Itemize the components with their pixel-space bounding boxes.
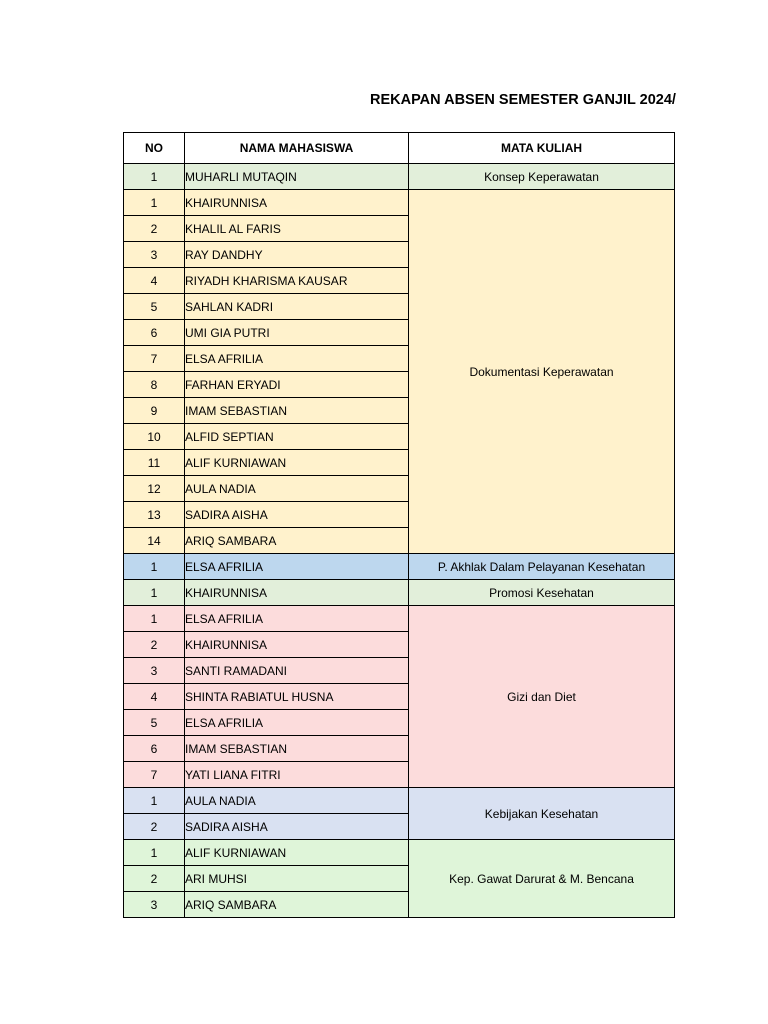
row-number-cell: 2 [124,866,185,892]
row-number-cell: 13 [124,502,185,528]
table-row [124,164,675,190]
row-number-cell: 7 [124,346,185,372]
student-name-cell: UMI GIA PUTRI [185,320,409,346]
student-name-cell: ALIF KURNIAWAN [185,840,409,866]
row-number-cell: 1 [124,840,185,866]
page-title: REKAPAN ABSEN SEMESTER GANJIL 2024/ [370,92,676,108]
row-number-cell: 1 [124,164,185,190]
student-name-cell: KHALIL AL FARIS [185,216,409,242]
student-name-cell: IMAM SEBASTIAN [185,398,409,424]
student-name-cell: ALFID SEPTIAN [185,424,409,450]
row-number-cell: 3 [124,892,185,918]
course-cell: Promosi Kesehatan [409,580,675,606]
student-name-cell: ELSA AFRILIA [185,554,409,580]
row-number-cell: 7 [124,762,185,788]
table-row [124,190,675,216]
row-number-cell: 5 [124,710,185,736]
column-header-no: NO [124,133,185,164]
row-number-cell: 6 [124,736,185,762]
attendance-table [123,132,675,918]
row-number-cell: 3 [124,658,185,684]
student-name-cell: RIYADH KHARISMA KAUSAR [185,268,409,294]
student-name-cell: SAHLAN KADRI [185,294,409,320]
row-number-cell: 6 [124,320,185,346]
student-name-cell: AULA NADIA [185,476,409,502]
student-name-cell: SHINTA RABIATUL HUSNA [185,684,409,710]
student-name-cell: ALIF KURNIAWAN [185,450,409,476]
student-name-cell: ELSA AFRILIA [185,346,409,372]
student-name-cell: ELSA AFRILIA [185,710,409,736]
table-row [124,606,675,632]
row-number-cell: 11 [124,450,185,476]
row-number-cell: 8 [124,372,185,398]
course-cell: Kep. Gawat Darurat & M. Bencana [409,840,675,918]
student-name-cell: ARIQ SAMBARA [185,528,409,554]
course-cell: P. Akhlak Dalam Pelayanan Kesehatan [409,554,675,580]
table-body [124,164,675,918]
course-cell: Dokumentasi Keperawatan [409,190,675,554]
row-number-cell: 1 [124,554,185,580]
student-name-cell: ARIQ SAMBARA [185,892,409,918]
student-name-cell: AULA NADIA [185,788,409,814]
column-header-name: NAMA MAHASISWA [185,133,409,164]
table-row [124,554,675,580]
row-number-cell: 4 [124,684,185,710]
student-name-cell: IMAM SEBASTIAN [185,736,409,762]
student-name-cell: FARHAN ERYADI [185,372,409,398]
course-cell: Gizi dan Diet [409,606,675,788]
row-number-cell: 3 [124,242,185,268]
row-number-cell: 2 [124,632,185,658]
student-name-cell: KHAIRUNNISA [185,580,409,606]
student-name-cell: ELSA AFRILIA [185,606,409,632]
table-row [124,580,675,606]
student-name-cell: RAY DANDHY [185,242,409,268]
row-number-cell: 1 [124,606,185,632]
student-name-cell: SANTI RAMADANI [185,658,409,684]
row-number-cell: 9 [124,398,185,424]
row-number-cell: 4 [124,268,185,294]
row-number-cell: 14 [124,528,185,554]
student-name-cell: KHAIRUNNISA [185,190,409,216]
row-number-cell: 2 [124,216,185,242]
column-header-course: MATA KULIAH [409,133,675,164]
course-cell: Kebijakan Kesehatan [409,788,675,840]
student-name-cell: ARI MUHSI [185,866,409,892]
row-number-cell: 2 [124,814,185,840]
table-row [124,788,675,814]
student-name-cell: SADIRA AISHA [185,814,409,840]
row-number-cell: 1 [124,580,185,606]
row-number-cell: 1 [124,190,185,216]
student-name-cell: SADIRA AISHA [185,502,409,528]
row-number-cell: 12 [124,476,185,502]
course-cell: Konsep Keperawatan [409,164,675,190]
table-header-row [124,133,675,164]
student-name-cell: MUHARLI MUTAQIN [185,164,409,190]
table-row [124,840,675,866]
row-number-cell: 10 [124,424,185,450]
row-number-cell: 5 [124,294,185,320]
student-name-cell: YATI LIANA FITRI [185,762,409,788]
student-name-cell: KHAIRUNNISA [185,632,409,658]
row-number-cell: 1 [124,788,185,814]
